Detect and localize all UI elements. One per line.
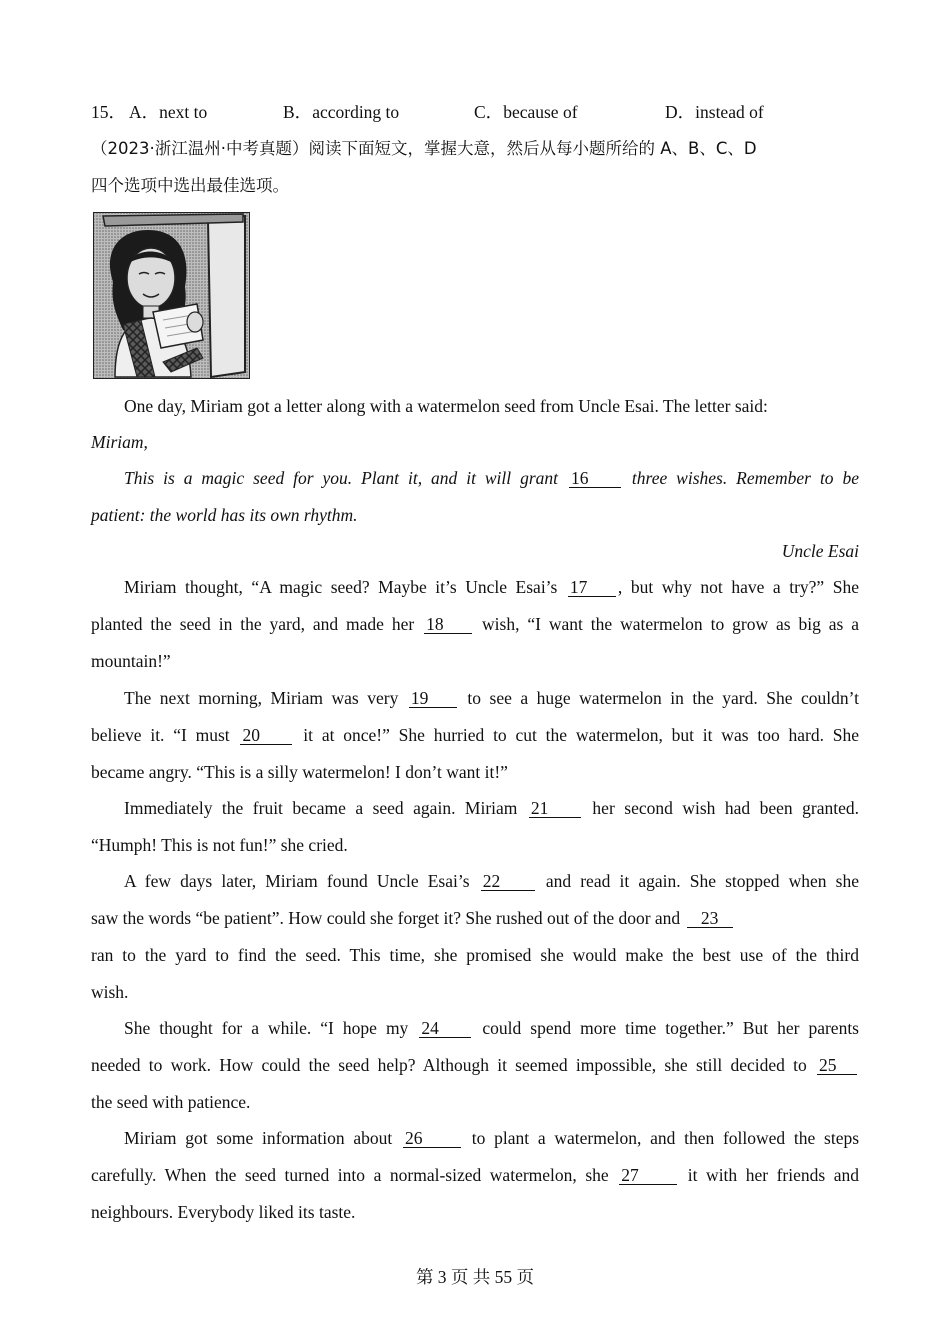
passage-p4-line-1: [124, 796, 859, 820]
page-footer: 第 3 页 共 55 页: [415, 1267, 535, 1287]
letter-greeting: Miriam,: [91, 432, 148, 452]
letter-line-2: patient: the world has its own rhythm.: [91, 505, 358, 525]
p5-l1-a: A few days later, Miriam found Uncle Esai’s: [124, 871, 470, 891]
blank-23[interactable]: 23: [687, 909, 733, 928]
blank-17[interactable]: 17: [568, 578, 616, 597]
instruction-line-1: （2023·浙江温州·中考真题）阅读下面短文，掌握大意，然后从每小题所给的 A、B、C、D: [91, 139, 757, 158]
option-c-letter: C．: [474, 102, 504, 122]
passage-p5-line-1: [124, 869, 859, 893]
p3-l2-a: believe it. “I must: [91, 725, 230, 745]
blank-20[interactable]: 20: [240, 726, 292, 745]
instruction-line-2: 四个选项中选出最佳选项。: [91, 176, 289, 195]
p2-l2-b: wish, “I want the watermelon to grow as big as a: [482, 614, 859, 634]
blank-25[interactable]: 25: [817, 1056, 857, 1075]
passage-p5-line-2: [91, 906, 735, 930]
passage-p2-line-1: [124, 575, 859, 599]
blank-18[interactable]: 18: [424, 615, 472, 634]
p2-l1-a: Miriam thought, “A magic seed? Maybe it’s Uncle Esai’s: [124, 577, 558, 597]
passage-p7-line-2: [91, 1163, 859, 1187]
option-a-letter: A．: [129, 102, 160, 122]
p3-l2-b: it at once!” She hurried to cut the watermelon, but it was too hard. She: [303, 725, 860, 745]
p5-l1-b: and read it again. She stopped when she: [545, 871, 860, 891]
p2-l2-a: planted the seed in the yard, and made her: [91, 614, 415, 634]
blank-16[interactable]: 16: [569, 469, 621, 488]
letter-line-1-b: three wishes. Remember to be: [631, 468, 860, 488]
p4-l1-a: Immediately the fruit became a seed again. Miriam: [124, 798, 518, 818]
passage-p3-line-1: [124, 686, 859, 710]
p7-l1-b: to plant a watermelon, and then followed the steps: [471, 1128, 860, 1148]
question-15-number: 15．: [91, 102, 126, 122]
p3-l1-b: to see a huge watermelon in the yard. She couldn’t: [467, 688, 860, 708]
blank-27[interactable]: 27: [619, 1166, 677, 1185]
blank-24[interactable]: 24: [419, 1019, 471, 1038]
passage-p3-line-3: became angry. “This is a silly watermelon! I don’t want it!”: [91, 762, 508, 782]
p2-l1-b: , but why not have a try?” She: [617, 577, 859, 597]
passage-p7-line-3: neighbours. Everybody liked its taste.: [91, 1202, 356, 1222]
option-d-letter: D．: [665, 102, 696, 122]
passage-p4-line-2: “Humph! This is not fun!” she cried.: [91, 835, 348, 855]
girl-reading-letter-illustration: [93, 212, 250, 379]
passage-p6-line-1: [124, 1016, 859, 1040]
option-d: [665, 100, 764, 124]
passage-p6-line-2: [91, 1053, 859, 1077]
letter-line-1: [124, 466, 859, 490]
option-b-letter: B．: [283, 102, 313, 122]
passage-p3-line-2: [91, 723, 859, 747]
passage-p5-line-4: wish.: [91, 982, 129, 1002]
option-b: [283, 100, 399, 124]
option-a-text: next to: [159, 102, 208, 122]
passage-p7-line-1: [124, 1126, 859, 1150]
p6-l1-a: She thought for a while. “I hope my: [124, 1018, 409, 1038]
passage-p6-line-3: the seed with patience.: [91, 1092, 251, 1112]
option-c: [474, 100, 578, 124]
letter-line-1-a: This is a magic seed for you. Plant it, and it will grant: [124, 468, 559, 488]
option-a: [129, 100, 207, 124]
p6-l2-a: needed to work. How could the seed help? Although it seemed impossible, she still decided to: [91, 1055, 807, 1075]
p7-l1-a: Miriam got some information about: [124, 1128, 393, 1148]
blank-26[interactable]: 26: [403, 1129, 461, 1148]
p3-l1-a: The next morning, Miriam was very: [124, 688, 399, 708]
option-b-text: according to: [312, 102, 400, 122]
passage-p1: One day, Miriam got a letter along with a watermelon seed from Uncle Esai. The letter said:: [124, 396, 768, 416]
blank-21[interactable]: 21: [529, 799, 581, 818]
p7-l2-a: carefully. When the seed turned into a normal-sized watermelon, she: [91, 1165, 609, 1185]
p5-l2-a: saw the words “be patient”. How could she forget it? She rushed out of the door and: [91, 908, 681, 928]
blank-22[interactable]: 22: [481, 872, 535, 891]
passage-p2-line-3: mountain!”: [91, 651, 171, 671]
letter-signature: Uncle Esai: [781, 541, 859, 561]
passage-p2-line-2: [91, 612, 859, 636]
passage-p5-line-3: ran to the yard to find the seed. This time, she promised she would make the best use of the third: [91, 945, 859, 965]
p4-l1-b: her second wish had been granted.: [592, 798, 860, 818]
p7-l2-b: it with her friends and: [687, 1165, 860, 1185]
blank-19[interactable]: 19: [409, 689, 457, 708]
p6-l1-b: could spend more time together.” But her parents: [482, 1018, 859, 1038]
option-c-text: because of: [503, 102, 578, 122]
option-d-text: instead of: [695, 102, 764, 122]
